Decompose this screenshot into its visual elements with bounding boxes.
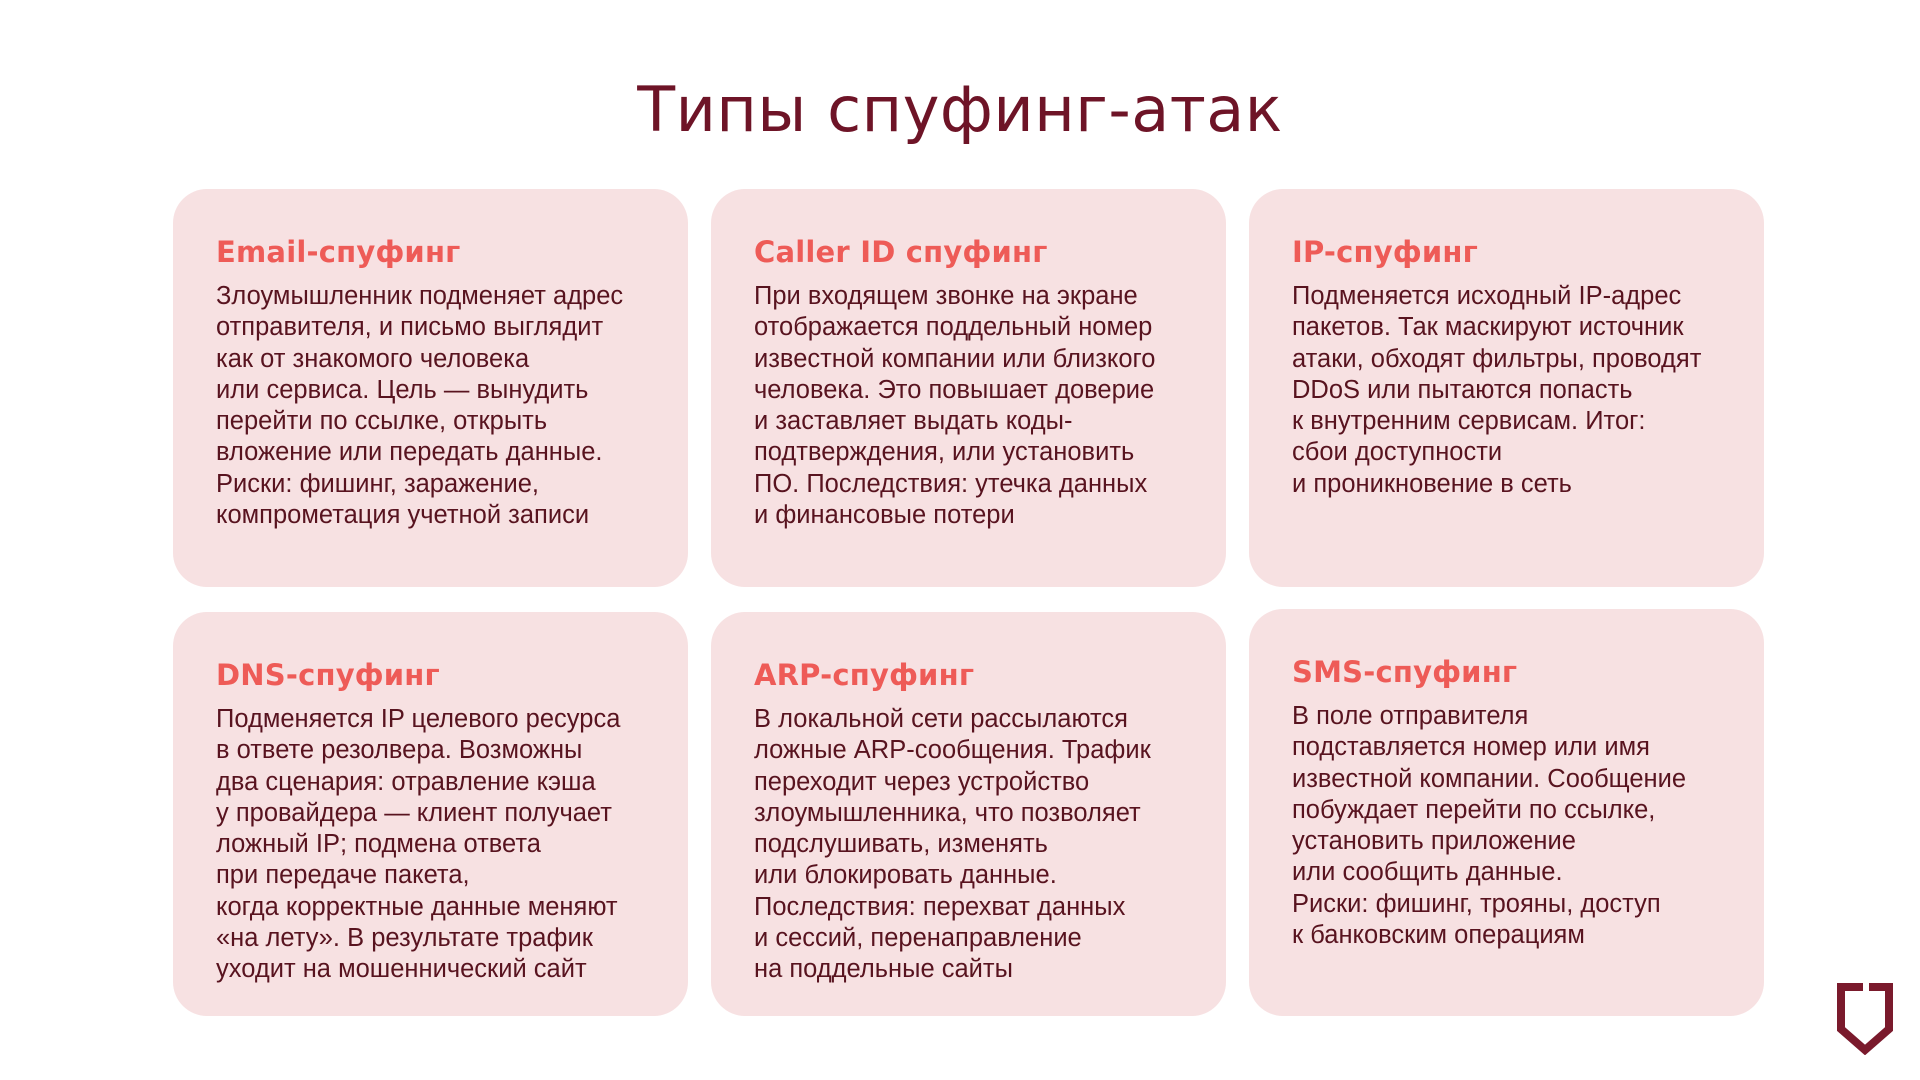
card-text: Злоумышленник подменяет адрес отправителя, и письмо выглядит как от знакомого человека или сервиса. Цель — вынудить перейти по ссылке, открыть вложение или передать данные. Риски: фишинг, заражение, компрометация учетной записи	[216, 282, 624, 530]
card-title: IP-спуфинг	[1292, 235, 1478, 269]
card-sms-spoofing	[1249, 609, 1764, 1016]
card-title: Email-спуфинг	[216, 235, 461, 269]
shield-logo-icon	[1836, 983, 1894, 1055]
card-text: В локальной сети рассылаются ложные ARP-сообщения. Трафик переходит через устройство злоумышленника, что позволяет подслушивать, изменять или блокировать данные. Последствия: перехват данных и сессий, перенаправление на поддельные сайты	[754, 705, 1151, 984]
card-title: ARP-спуфинг	[754, 658, 975, 692]
card-text: При входящем звонке на экране отображается поддельный номер известной компании или близкого человека. Это повышает доверие и заставляет выдать коды- подтверждения, или установить ПО. Последствия: утечка данных и финансовые потери	[754, 282, 1156, 530]
card-title: DNS-спуфинг	[216, 658, 440, 692]
slide-title: Типы спуфинг-атак	[637, 73, 1283, 146]
card-ip-spoofing	[1249, 189, 1764, 587]
card-title: SMS-спуфинг	[1292, 655, 1518, 689]
card-text: В поле отправителя подставляется номер или имя известной компании. Сообщение побуждает перейти по ссылке, установить приложение или сообщить данные. Риски: фишинг, трояны, доступ к банковским операциям	[1292, 702, 1687, 950]
card-caller-id-spoofing	[711, 189, 1226, 587]
card-dns-spoofing	[173, 612, 688, 1016]
card-text: Подменяется IP целевого ресурса в ответе резолвера. Возможны два сценария: отравление кэша у провайдера — клиент получает ложный IP; подмена ответа при передаче пакета, когда корректные данные меняют «на лету». В результате трафик уходит на мошеннический сайт	[216, 705, 621, 984]
card-text: Подменяется исходный IP-адрес пакетов. Так маскируют источник атаки, обходят фильтры, проводят DDoS или пытаются попасть к внутренним сервисам. Итог: сбои доступности и проникновение в сеть	[1292, 282, 1702, 498]
card-title: Caller ID спуфинг	[754, 235, 1048, 269]
card-arp-spoofing	[711, 612, 1226, 1016]
card-email-spoofing	[173, 189, 688, 587]
